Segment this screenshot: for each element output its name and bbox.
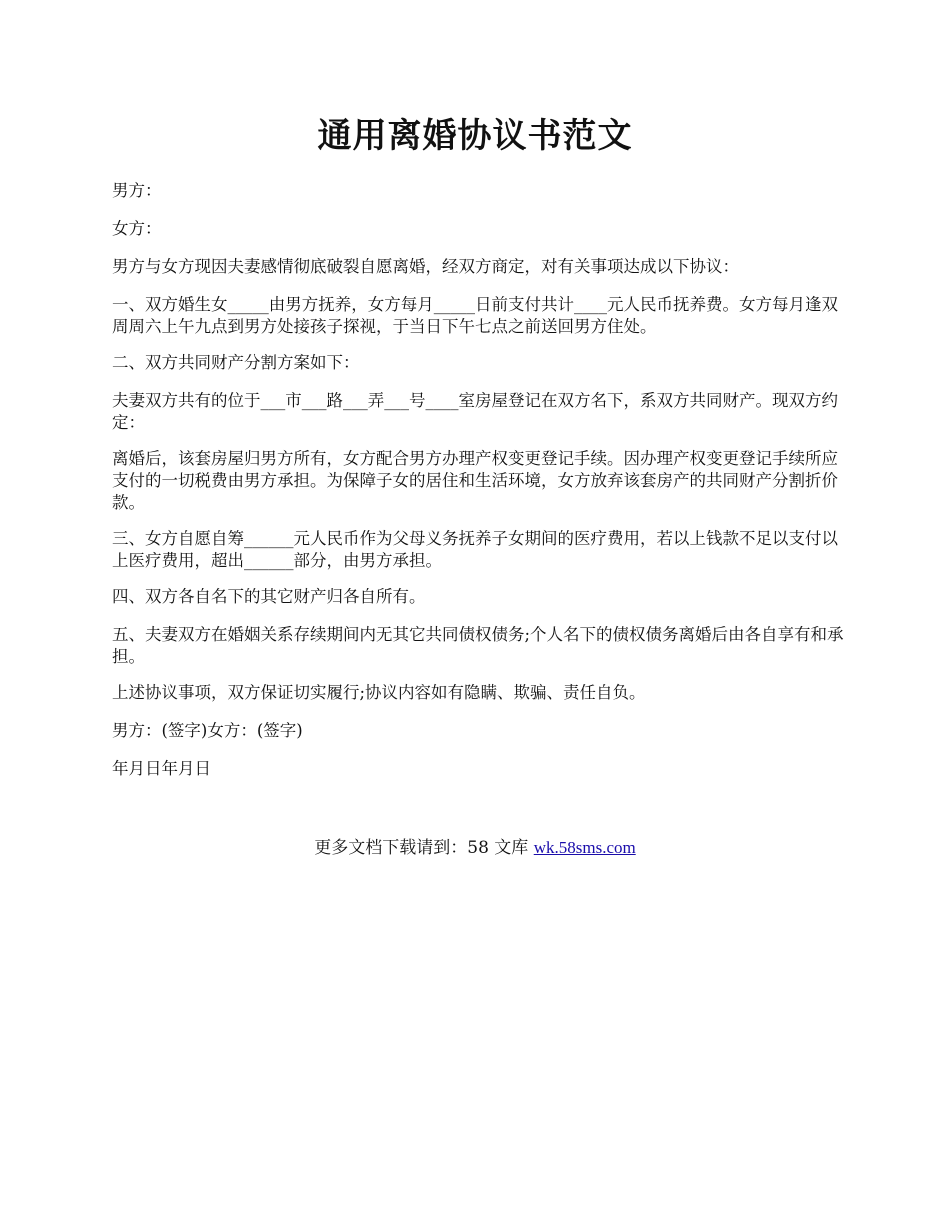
clause-1-child-custody: 一、双方婚生女_____由男方抚养，女方每月_____日前支付共计____元人民币抚养费。女方每月逢双周周六上午九点到男方处接孩子探视，于当日下午七点之前送回男方住处。	[112, 295, 838, 336]
footer-text: 更多文档下载请到：58 文库	[314, 838, 534, 858]
clause-3-medical-costs: 三、女方自愿自筹______元人民币作为父母义务抚养子女期间的医疗费用，若以上钱款不足以支付以上医疗费用，超出______部分，由男方承担。	[112, 529, 838, 570]
date-line: 年月日年月日	[112, 759, 211, 778]
download-footer	[0, 836, 950, 860]
performance-guarantee: 上述协议事项，双方保证切实履行;协议内容如有隐瞒、欺骗、责任自负。	[112, 683, 646, 702]
agreement-intro: 男方与女方现因夫妻感情彻底破裂自愿离婚，经双方商定，对有关事项达成以下协议：	[112, 257, 739, 276]
document-body	[112, 180, 852, 796]
document-title: 通用离婚协议书范文	[317, 116, 633, 156]
husband-line: 男方：	[112, 181, 162, 200]
wife-line: 女方：	[112, 219, 162, 238]
clause-2-property-terms: 离婚后，该套房屋归男方所有，女方配合男方办理产权变更登记手续。因办理产权变更登记手续所应支付的一切税费由男方承担。为保障子女的居住和生活环境，女方放弃该套房产的共同财产分割折价款。	[112, 449, 838, 512]
clause-2-heading: 二、双方共同财产分割方案如下：	[112, 353, 360, 372]
signature-line: 男方：(签字)女方：(签字)	[112, 721, 303, 740]
footer-link[interactable]: wk.58sms.com	[533, 838, 636, 857]
clause-2-property-location: 夫妻双方共有的位于___市___路___弄___号____室房屋登记在双方名下，系双方共同财产。现双方约定：	[112, 391, 838, 432]
clause-4-other-property: 四、双方各自名下的其它财产归各自所有。	[112, 587, 426, 606]
clause-5-debts: 五、夫妻双方在婚姻关系存续期间内无其它共同债权债务;个人名下的债权债务离婚后由各自享有和承担。	[112, 625, 844, 666]
